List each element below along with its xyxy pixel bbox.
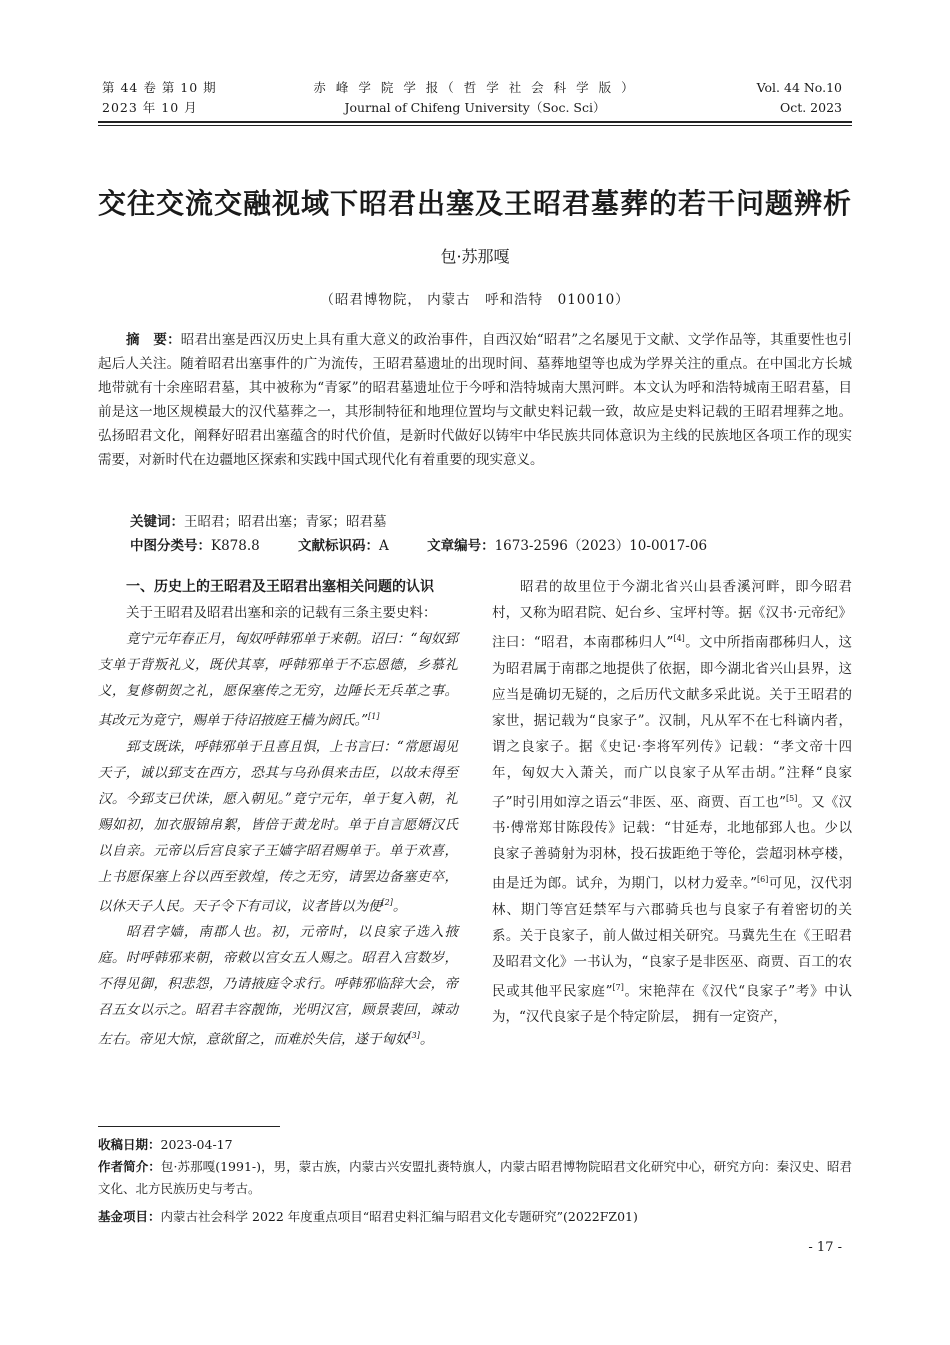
abstract-text: 昭君出塞是西汉历史上具有重大意义的政治事件，自西汉始“昭君”之名屡见于文献、文学作品等，其重要性也引起后人关注。随着昭君出塞事件的广为流传，王昭君墓遗址的出现时间、墓葬地望等也成为学界关注的重点。在中国北方长城地带就有十余座昭君墓，其中被称为“青冢”的昭君墓遗址位于今呼和浩特城南大黑河畔。本文认为呼和浩特城南王昭君墓，目前是这一地区规模最大的汉代墓葬之一，其形制特征和地理位置均与文献史料记载一致，故应是史料记载的王昭君埋葬之地。弘扬昭君文化，阐释好昭君出塞蕴含的时代价值，是新时代做好以铸牢中华民族共同体意识为主线的民族地区各项工作的现实需要，对新时代在边疆地区探索和实践中国式现代化有着重要的现实意义。 bbox=[98, 332, 853, 468]
classification-line bbox=[130, 534, 850, 558]
citation-ref: [7] bbox=[612, 982, 624, 992]
header-rule-thick bbox=[98, 121, 852, 123]
article-no-label: 文章编号： bbox=[427, 538, 495, 554]
date-en: Oct. 2023 bbox=[779, 100, 842, 115]
volume-cn: 第 44 卷 第 10 期 bbox=[102, 80, 217, 95]
keywords-text: 王昭君；昭君出塞；青冢；昭君墓 bbox=[184, 514, 387, 530]
footnote-rule bbox=[98, 1126, 280, 1127]
body-column-left bbox=[98, 574, 458, 1053]
keywords bbox=[130, 510, 850, 534]
date-cn: 2023 年 10 月 bbox=[102, 100, 198, 115]
citation-ref: [1] bbox=[368, 712, 380, 721]
section-heading: 一、历史上的王昭君及王昭君出塞相关问题的认识 bbox=[126, 579, 434, 595]
abstract-label: 摘 要： bbox=[126, 332, 181, 348]
clc-value: K878.8 bbox=[211, 538, 260, 554]
article-affiliation: （昭君博物院， 内蒙古 呼和浩特 010010） bbox=[320, 292, 630, 308]
journal-name-cn: 赤 峰 学 院 学 报（ 哲 学 社 会 科 学 版 ） bbox=[313, 80, 637, 95]
citation-ref: [2] bbox=[381, 897, 393, 907]
article-title: 交往交流交融视域下昭君出塞及王昭君墓葬的若干问题辨析 bbox=[97, 187, 852, 220]
citation-ref: [3] bbox=[408, 1031, 420, 1040]
body-paragraph: 昭君的故里位于今湖北省兴山县香溪河畔，即今昭君村，又称为昭君院、妃台乡、宝坪村等。据《汉书·元帝纪》注曰：“昭君，本南郡秭归人”[4]。文中所指南郡秭归人，这为昭君属于南郡之地提供了依据，即今湖北省兴山县界，这应当是确切无疑的，之后历代文献多采此说。关于王昭君的家世，据记载为“良家子”。汉制，凡从军不在七科谪内者，谓之良家子。据《史记·李将军列传》记载：“孝文帝十四年，匈奴大入萧关，而广以良家子从军击胡。”注释“良家子”时引用如淳之语云“非医、巫、商贾、百工也”[5]。又《汉书·傅常郑甘陈段传》记载：“甘延寿，北地郁郅人也。少以良家子善骑射为羽林，投石拔距绝于等伦，尝超羽林亭楼，由是迁为郎。试弁，为期门，以材力爱幸。”[6]可见，汉代羽林、期门等宫廷禁军与六郡骑兵也与良家子有着密切的关系。关于良家子，前人做过相关研究。马冀先生在《王昭君及昭君文化》一书认为，“良家子是非医巫、商贾、百工的农民或其他平民家庭”[7]。宋艳萍在《汉代“良家子”考》中认为，“汉代良家子是个特定阶层， 拥有一定资产， bbox=[492, 579, 853, 1025]
doc-code-label: 文献标识码： bbox=[298, 538, 380, 554]
article-author: 包·苏那嘎 bbox=[440, 247, 510, 266]
header-right bbox=[757, 78, 842, 118]
quote-paragraph: 昭君字嫱，南郡人也。初，元帝时，以良家子选入掖庭。时呼韩邪来朝，帝敕以宫女五人赐之。昭君入宫数岁，不得见御，积悲怨，乃请掖庭令求行。呼韩邪临辞大会，帝召五女以示之。昭君丰容靓饰，光明汉宫，顾景裴回，竦动左右。帝见大惊，意欲留之，而难於失信，遂于匈奴[3]。 bbox=[98, 924, 458, 1048]
body-column-right bbox=[492, 574, 852, 1030]
footnote-received: 收稿日期：2023-04-17 bbox=[98, 1137, 233, 1152]
citation-ref: [5] bbox=[786, 793, 798, 803]
footnote-author-bio: 作者简介：包·苏那嘎(1991-)，男，蒙古族，内蒙古兴安盟扎赉特旗人，内蒙古昭君博物院昭君文化研究中心，研究方向：秦汉史、昭君文化、北方民族历史与考古。 bbox=[98, 1159, 852, 1196]
journal-name-en: Journal of Chifeng University（Soc. Sci） bbox=[344, 100, 606, 115]
keywords-label: 关键词： bbox=[130, 514, 184, 530]
header-rule-thin bbox=[98, 125, 852, 126]
footnote-fund: 基金项目：内蒙古社会科学 2022 年度重点项目“昭君史料汇编与昭君文化专题研究”(2022FZ01) bbox=[98, 1209, 638, 1224]
volume-en: Vol. 44 No.10 bbox=[756, 80, 842, 95]
abstract bbox=[98, 328, 852, 472]
citation-ref: [6] bbox=[757, 875, 769, 884]
quote-paragraph: 郅支既诛，呼韩邪单于且喜且惧，上书言曰：“常愿谒见天子，诚以郅支在西方，恐其与乌孙俱来击臣，以故未得至汉。今郅支已伏诛，愿入朝见。”竟宁元年，单于复入朝，礼赐如初，加衣服锦帛絮，皆倍于黄龙时。单于自言愿婿汉氏以自亲。元帝以后宫良家子王嫱字昭君赐单于。单于欢喜，上书愿保塞上谷以西至敦煌，传之无穷，请罢边备塞吏卒，以休天子人民。天子令下有司议，议者皆以为便[2]。 bbox=[98, 738, 458, 914]
quote-paragraph: 竟宁元年春正月，匈奴呼韩邪单于来朝。诏曰：“匈奴郅支单于背叛礼义，既伏其辜，呼韩邪单于不忘恩德，乡慕礼义，复修朝贺之礼，愿保塞传之无穷，边陲长无兵革之事。其改元为竟宁，赐单于待诏掖庭王樯为阏氏。”[1] bbox=[98, 631, 458, 729]
citation-ref: [4] bbox=[673, 634, 685, 643]
page-number: - 17 - bbox=[808, 1240, 842, 1255]
clc-label: 中图分类号： bbox=[130, 538, 211, 554]
doc-code-value: A bbox=[379, 538, 389, 554]
article-no-value: 1673-2596（2023）10-0017-06 bbox=[494, 538, 708, 554]
body-paragraph: 关于王昭君及昭君出塞和亲的记载有三条主要史料： bbox=[126, 605, 437, 621]
